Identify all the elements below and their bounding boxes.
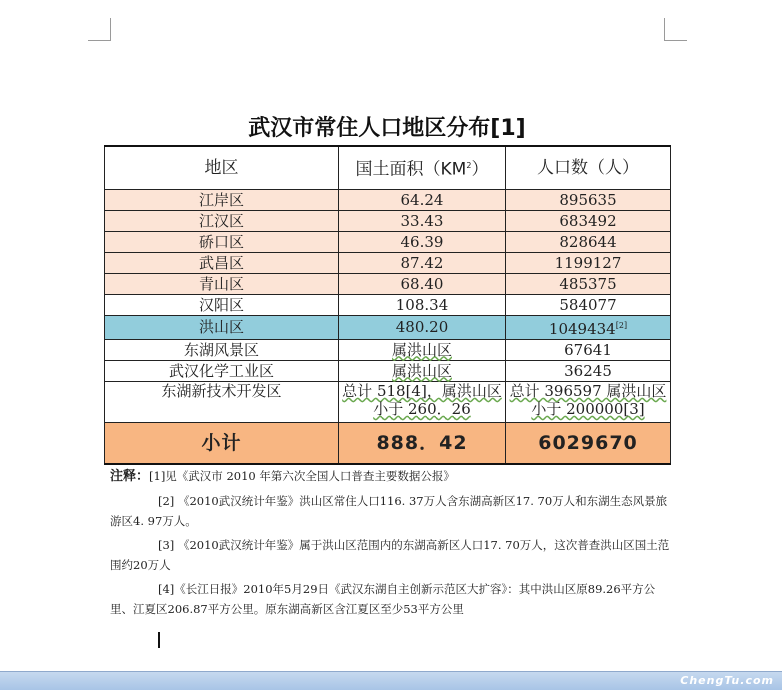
population-cell: 36245	[506, 361, 671, 382]
area-cell: 64.24	[339, 190, 506, 211]
population-cell: 1049434[2]	[506, 316, 671, 340]
area-cell: 属洪山区	[339, 361, 506, 382]
district-cell: 江汉区	[105, 211, 339, 232]
area-cell: 总计 518[4]，属洪山区小于 260．26	[339, 382, 506, 423]
note-2: [2] 《2010武汉统计年鉴》洪山区常住人口116. 37万人含东湖高新区17. 70万人和东湖生态风景旅游区4. 97万人。	[110, 494, 668, 528]
area-cell: 属洪山区	[339, 340, 506, 361]
area-cell: 33.43	[339, 211, 506, 232]
population-cell: 895635	[506, 190, 671, 211]
text-cursor	[158, 632, 160, 648]
area-cell: 46.39	[339, 232, 506, 253]
header-district: 地区	[105, 146, 339, 190]
district-cell: 东湖新技术开发区	[105, 382, 339, 423]
note-4: [4]《长江日报》2010年5月29日《武汉东湖自主创新示范区大扩容》：其中洪山区原89.26平方公里、江夏区206.87平方公里。原东湖高新区含江夏区至少53平方公里	[110, 582, 656, 616]
district-cell: 硚口区	[105, 232, 339, 253]
population-cell: 总计 396597 属洪山区小于 200000[3]	[506, 382, 671, 423]
population-cell: 683492	[506, 211, 671, 232]
table-row	[105, 211, 671, 232]
area-cell: 68.40	[339, 274, 506, 295]
population-cell: 584077	[506, 295, 671, 316]
header-area: 国土面积$(KM^2)$	[339, 146, 506, 190]
table-row	[105, 190, 671, 211]
table-total-row	[105, 423, 671, 465]
footnote-ref[interactable]: [2]	[615, 321, 628, 330]
population-cell: 67641	[506, 340, 671, 361]
table-row	[105, 382, 671, 423]
population-cell: 485375	[506, 274, 671, 295]
status-bar	[0, 671, 782, 690]
table-row	[105, 361, 671, 382]
total-label: 小计	[105, 423, 339, 465]
total-area: 888．42	[339, 423, 506, 465]
table-row	[105, 232, 671, 253]
area-cell: 480.20	[339, 316, 506, 340]
table-row	[105, 295, 671, 316]
table-row	[105, 340, 671, 361]
note-1: 注释：[1]见《武汉市 2010 年第六次全国人口普查主要数据公报》	[110, 469, 455, 484]
district-cell: 洪山区	[105, 316, 339, 340]
table-row	[105, 274, 671, 295]
area-cell: 108.34	[339, 295, 506, 316]
notes-label: 注释：	[110, 469, 150, 484]
district-cell: 东湖风景区	[105, 340, 339, 361]
table-row-highlighted	[105, 316, 671, 340]
population-cell: 828644	[506, 232, 671, 253]
table-row	[105, 253, 671, 274]
total-population: 6029670	[506, 423, 671, 465]
district-cell: 江岸区	[105, 190, 339, 211]
notes-section	[110, 466, 670, 619]
note-3: [3] 《2010武汉统计年鉴》属于洪山区范围内的东湖高新区人口17. 70万人，这次普查洪山区国土范围约20万人	[110, 538, 670, 572]
population-table	[104, 145, 671, 465]
district-cell: 青山区	[105, 274, 339, 295]
page-corner-mark-top-right	[664, 18, 687, 41]
district-cell: 武汉化学工业区	[105, 361, 339, 382]
header-population: 人口数（人）	[506, 146, 671, 190]
district-cell: 武昌区	[105, 253, 339, 274]
watermark: ChengTu.com	[680, 674, 774, 687]
table-header-row	[105, 146, 671, 190]
document-title: 武汉市常住人口地区分布[1]	[248, 116, 526, 141]
district-cell: 汉阳区	[105, 295, 339, 316]
page-corner-mark-top-left	[88, 18, 111, 41]
area-cell: 87.42	[339, 253, 506, 274]
population-cell: 1199127	[506, 253, 671, 274]
